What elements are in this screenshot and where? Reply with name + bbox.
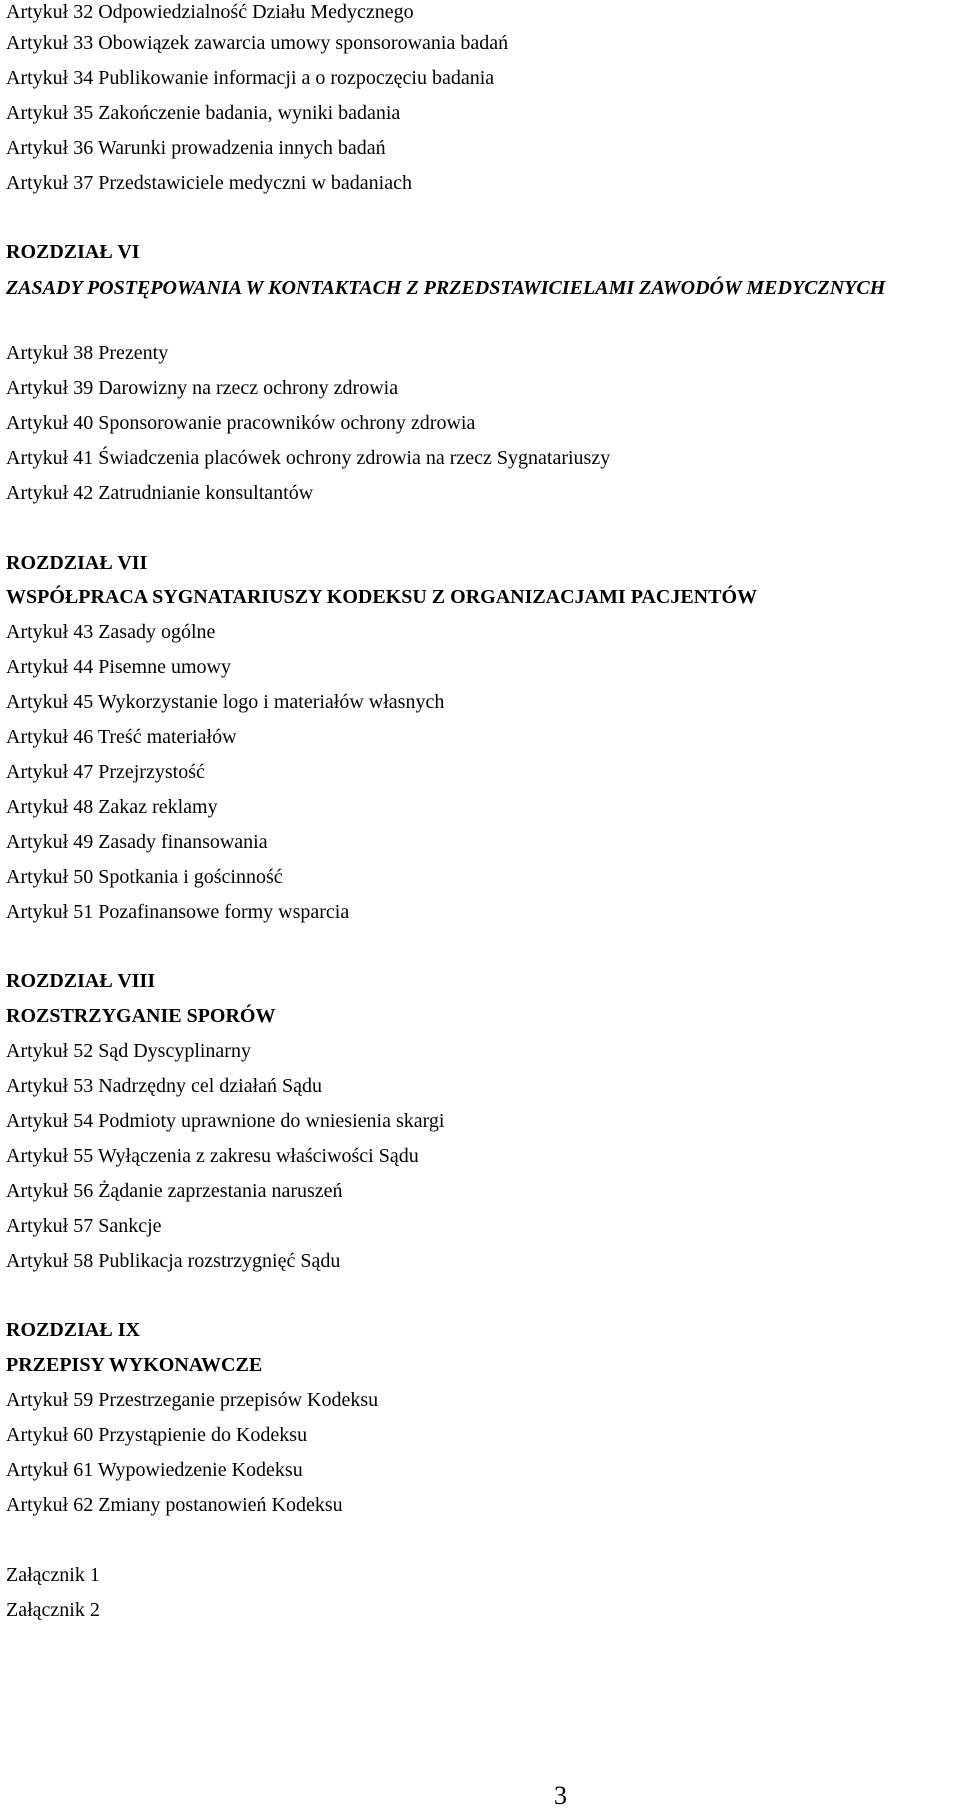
chapter-heading: ROZDZIAŁ VIII <box>6 970 156 992</box>
toc-entry: Artykuł 35 Zakończenie badania, wyniki badania <box>6 102 401 124</box>
toc-entry: Artykuł 32 Odpowiedzialność Działu Medycznego <box>6 1 414 23</box>
chapter-heading: ROZDZIAŁ VII <box>6 552 148 574</box>
toc-entry: Artykuł 42 Zatrudnianie konsultantów <box>6 482 314 504</box>
toc-entry: Artykuł 51 Pozafinansowe formy wsparcia <box>6 901 350 923</box>
annex-entry: Załącznik 1 <box>6 1564 100 1586</box>
toc-entry: Artykuł 57 Sankcje <box>6 1215 162 1237</box>
toc-entry: Artykuł 41 Świadczenia placówek ochrony zdrowia na rzecz Sygnatariuszy <box>6 447 611 469</box>
toc-entry: Artykuł 38 Prezenty <box>6 342 169 364</box>
toc-entry: Artykuł 48 Zakaz reklamy <box>6 796 218 818</box>
toc-entry: Artykuł 45 Wykorzystanie logo i materiałów własnych <box>6 691 445 713</box>
toc-entry: Artykuł 40 Sponsorowanie pracowników ochrony zdrowia <box>6 412 476 434</box>
toc-entry: Artykuł 55 Wyłączenia z zakresu właściwości Sądu <box>6 1145 419 1167</box>
toc-entry: Artykuł 34 Publikowanie informacji a o rozpoczęciu badania <box>6 67 495 89</box>
toc-entry: Artykuł 60 Przystąpienie do Kodeksu <box>6 1424 308 1446</box>
chapter-title: PRZEPISY WYKONAWCZE <box>6 1354 263 1376</box>
toc-entry: Artykuł 54 Podmioty uprawnione do wniesienia skargi <box>6 1110 445 1132</box>
toc-entry: Artykuł 50 Spotkania i gościnność <box>6 866 283 888</box>
chapter-title: ZASADY POSTĘPOWANIA W KONTAKTACH Z PRZEDSTAWICIELAMI ZAWODÓW MEDYCZNYCH <box>6 277 886 299</box>
toc-entry: Artykuł 58 Publikacja rozstrzygnięć Sądu <box>6 1250 341 1272</box>
chapter-heading: ROZDZIAŁ IX <box>6 1319 140 1341</box>
toc-entry: Artykuł 62 Zmiany postanowień Kodeksu <box>6 1494 343 1516</box>
toc-entry: Artykuł 49 Zasady finansowania <box>6 831 268 853</box>
annex-entry: Załącznik 2 <box>6 1599 100 1621</box>
toc-entry: Artykuł 43 Zasady ogólne <box>6 621 216 643</box>
chapter-title: ROZSTRZYGANIE SPORÓW <box>6 1005 276 1027</box>
toc-entry: Artykuł 47 Przejrzystość <box>6 761 205 783</box>
chapter-title: WSPÓŁPRACA SYGNATARIUSZY KODEKSU Z ORGANIZACJAMI PACJENTÓW <box>6 586 757 608</box>
toc-entry: Artykuł 36 Warunki prowadzenia innych badań <box>6 137 386 159</box>
toc-entry: Artykuł 44 Pisemne umowy <box>6 656 231 678</box>
toc-entry: Artykuł 61 Wypowiedzenie Kodeksu <box>6 1459 303 1481</box>
toc-entry: Artykuł 39 Darowizny na rzecz ochrony zdrowia <box>6 377 399 399</box>
toc-entry: Artykuł 53 Nadrzędny cel działań Sądu <box>6 1075 323 1097</box>
toc-entry: Artykuł 52 Sąd Dyscyplinarny <box>6 1040 251 1062</box>
toc-entry: Artykuł 33 Obowiązek zawarcia umowy sponsorowania badań <box>6 32 509 54</box>
page-number: 3 <box>554 1781 567 1810</box>
toc-entry: Artykuł 37 Przedstawiciele medyczni w badaniach <box>6 172 412 194</box>
toc-entry: Artykuł 56 Żądanie zaprzestania naruszeń <box>6 1180 343 1202</box>
toc-entry: Artykuł 46 Treść materiałów <box>6 726 237 748</box>
chapter-heading: ROZDZIAŁ VI <box>6 241 140 263</box>
toc-entry: Artykuł 59 Przestrzeganie przepisów Kodeksu <box>6 1389 379 1411</box>
